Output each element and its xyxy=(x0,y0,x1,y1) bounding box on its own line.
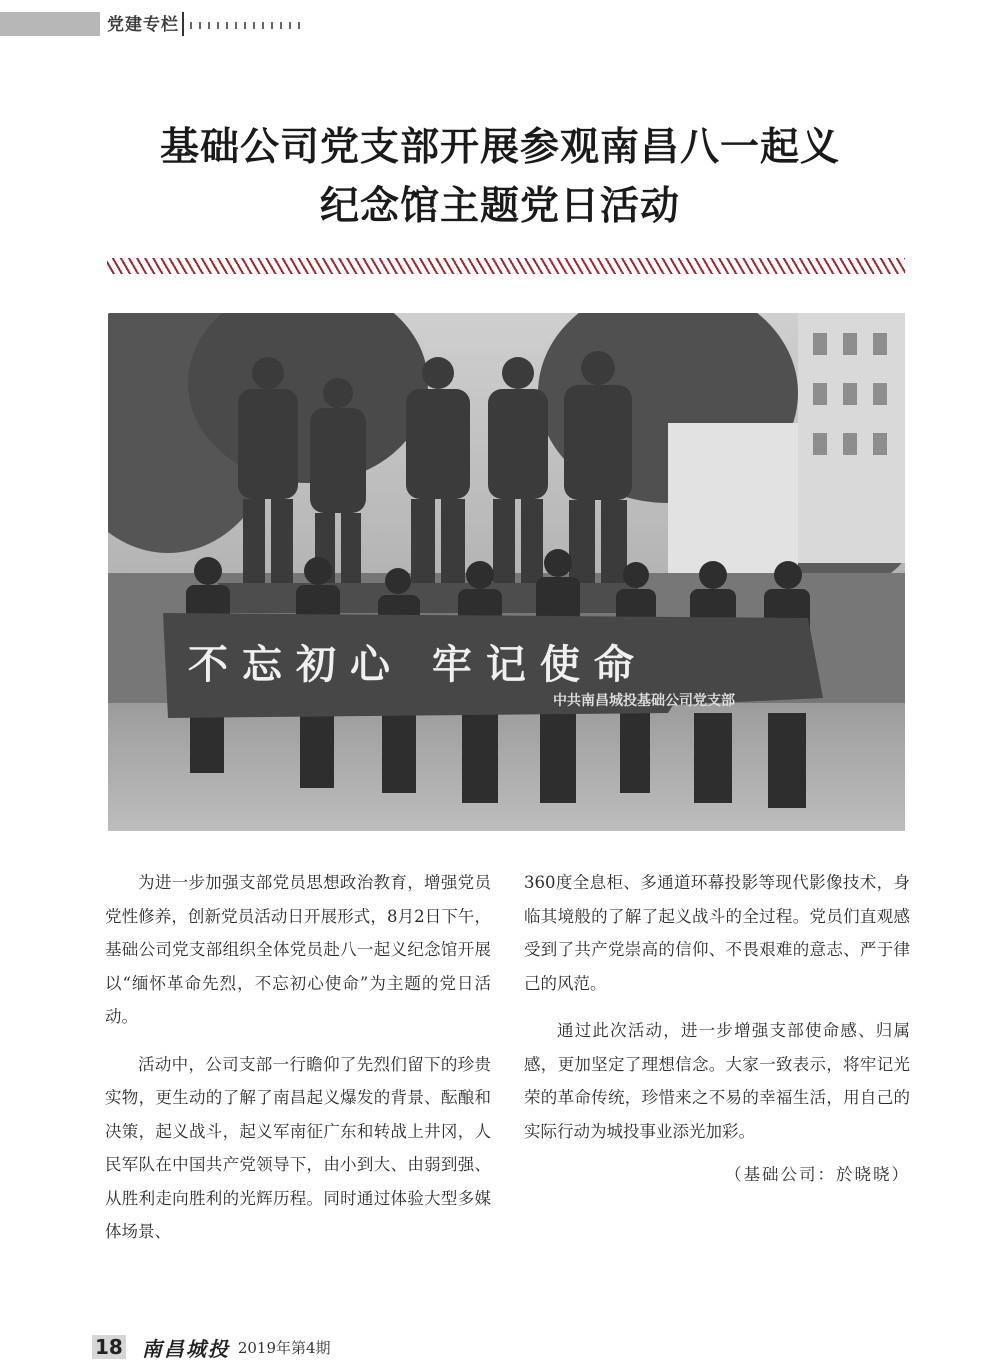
header-bar xyxy=(0,12,100,36)
paragraph: 360度全息柜、多通道环幕投影等现代影像技术，身临其境般的了解了起义战斗的全过程。党员们直观感受到了共产党崇高的信仰、不畏艰难的意志、严于律己的风范。 xyxy=(524,873,910,993)
paragraph: 为进一步加强支部党员思想政治教育，增强党员党性修养，创新党员活动日开展形式，8月2日下午，基础公司党支部组织全体党员赴八一起义纪念馆开展以“缅怀革命先烈，不忘初心使命”为主题的党日活动。 xyxy=(105,873,491,1026)
banner-slogan: 不忘初心 牢记使命 xyxy=(188,642,648,688)
group-photo xyxy=(108,313,905,831)
magazine-name: 南昌城投 xyxy=(141,1336,230,1361)
section-label: 党建专栏 xyxy=(107,15,179,35)
header-dots xyxy=(190,22,300,29)
title-line-2: 纪念馆主题党日活动 xyxy=(319,184,680,229)
article-title xyxy=(0,118,1000,236)
article-column-left xyxy=(105,866,491,1263)
page-footer xyxy=(92,1335,331,1359)
paragraph: 通过此次活动，进一步增强支部使命感、归属感，更加坚定了理想信念。大家一致表示，将牢记光荣的革命传统，珍惜来之不易的幸福生活，用自己的实际行动为城投事业添光加彩。 xyxy=(524,1021,910,1141)
title-line-1: 基础公司党支部开展参观南昌八一起义 xyxy=(159,125,840,170)
header-divider xyxy=(182,12,184,36)
paragraph: 活动中，公司支部一行瞻仰了先烈们留下的珍贵实物，更生动的了解了南昌起义爆发的背景、酝酿和决策，起义战斗，起义军南征广东和转战上井冈，人民军队在中国共产党领导下，由小到大、由弱到强、从胜利走向胜利的光辉历程。同时通过体验大型多媒体场景、 xyxy=(105,1054,491,1241)
banner-org: 中共南昌城投基础公司党支部 xyxy=(553,693,735,709)
article-column-right xyxy=(524,866,910,1192)
decorative-hatch-rule xyxy=(107,258,905,274)
issue-label: 2019年第4期 xyxy=(237,1338,331,1357)
author-signature: （基础公司：於晓晓） xyxy=(725,1165,910,1184)
page-number: 18 xyxy=(92,1335,126,1359)
